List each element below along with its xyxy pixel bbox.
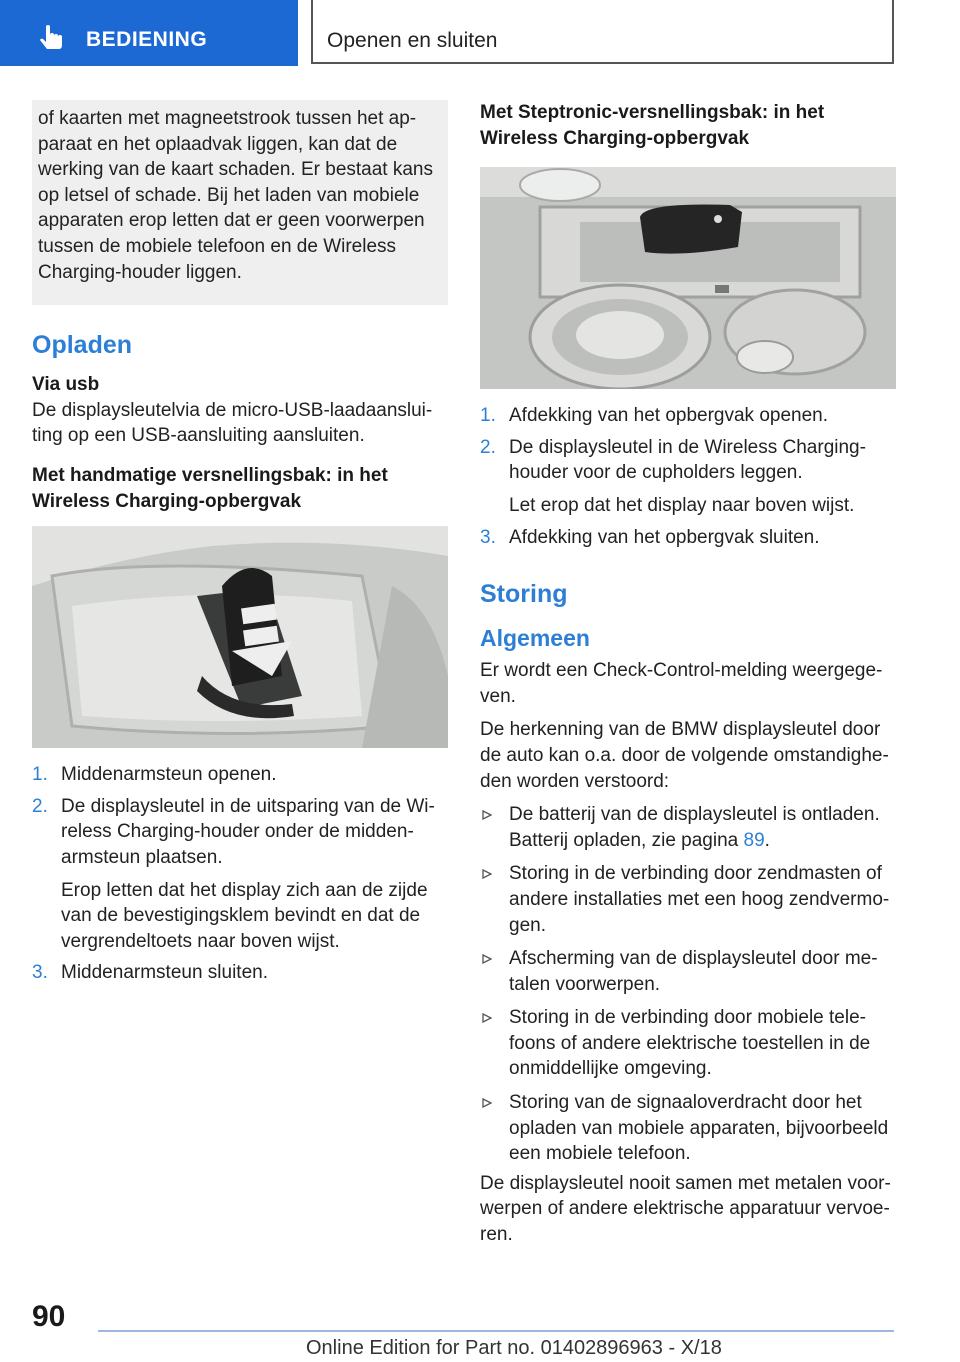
opladen-heading: Opladen [32, 331, 133, 360]
triangle-bullet-icon [482, 869, 492, 879]
armrest-charging-photo [32, 526, 448, 748]
triangle-bullet-icon [482, 954, 492, 964]
bullet-text: Storing in de verbinding door mobiele telefoons of andere elektrische toestellen in de onmiddellijke omgeving. [509, 1007, 871, 1080]
step-note: Erop letten dat het display zich aan de zijde van de bevestigingsklem bevindt en dat de vergrendeltoets naar boven wijst. [61, 879, 428, 952]
list-item [480, 802, 896, 853]
transport-warning-text: De displaysleutel nooit samen met metalen voorwerpen of andere elektrische apparatuur vervoeren. [480, 1172, 891, 1246]
step-text: De displaysleutel in de Wireless Charging-houder voor de cupholders leggen. [509, 436, 866, 484]
step-number: 3. [32, 962, 48, 984]
step-text: Middenarmsteun openen. [61, 764, 277, 786]
list-item [480, 946, 896, 997]
step-note: Let erop dat het display naar boven wijst. [509, 494, 855, 516]
step-number: 1. [32, 764, 48, 786]
step-text: Middenarmsteun sluiten. [61, 962, 268, 984]
list-item [480, 403, 896, 429]
step-number: 2. [480, 436, 496, 458]
step-text: De displaysleutel in de uitsparing van de Wireless Charging-houder onder de middenarmsteun plaatsen. [61, 795, 435, 868]
step-number: 3. [480, 526, 496, 548]
manual-steps-list [32, 762, 448, 986]
list-item [480, 861, 896, 938]
list-item [32, 960, 448, 986]
list-item [480, 435, 896, 519]
interference-list [480, 802, 896, 1167]
step-text: Afdekking van het opbergvak openen. [509, 405, 829, 427]
steptronic-heading: Met Steptronic-versnellingsbak: in het Wireless Charging-opbergvak [480, 102, 825, 149]
warning-note [32, 100, 448, 305]
triangle-bullet-icon [482, 1013, 492, 1023]
step-text: Afdekking van het opbergvak sluiten. [509, 526, 820, 548]
storage-charging-photo [480, 167, 896, 389]
footer-divider [98, 1330, 894, 1332]
section-tab [0, 0, 298, 66]
list-item [32, 794, 448, 955]
usb-heading: Via usb [32, 374, 100, 396]
bullet-text: Afscherming van de displaysleutel door metalen voorwerpen. [509, 948, 878, 995]
list-item [480, 525, 896, 551]
chapter-header [311, 0, 894, 64]
list-item [480, 1005, 896, 1082]
steptronic-steps-list [480, 403, 896, 550]
page-link[interactable]: 89 [743, 829, 765, 851]
bullet-text: Storing in de verbinding door zendmasten of andere installaties met een hoog zendvermogen. [509, 863, 890, 936]
list-item [32, 762, 448, 788]
left-column [32, 100, 448, 986]
step-number: 2. [32, 795, 48, 817]
warning-note-text: of kaarten met magneetstrook tussen het apparaat en het oplaadvak liggen, kan dat de werking van de kaart schaden. Er bestaat kans op letsel of schade. Bij het laden van mobiele apparaten erop letten dat er geen voorwerpen tussen de mobiele telefoon en de Wireless Charging-houder liggen. [38, 108, 434, 283]
bullet-text-end: . [764, 829, 770, 851]
page-number: 90 [32, 1300, 66, 1333]
chapter-title: Openen en sluiten [327, 29, 498, 52]
usb-text: De displaysleutelvia de micro-USB-laadaansluiting op een USB-aansluiting aansluiten. [32, 399, 433, 447]
step-number: 1. [480, 405, 496, 427]
section-label: BEDIENING [86, 28, 208, 51]
check-control-text: Er wordt een Check-Control-melding weergegeven. [480, 660, 883, 707]
storing-heading: Storing [480, 580, 568, 609]
bullet-text: De batterij van de displaysleutel is ontladen. Batterij opladen, zie pagina [509, 804, 880, 851]
recognition-text: De herkenning van de BMW displaysleutel door de auto kan o.a. door de volgende omstandigheden worden verstoord: [480, 719, 889, 792]
manual-gearbox-heading: Met handmatige versnellingsbak: in het Wireless Charging-opbergvak [32, 464, 388, 512]
list-item [480, 1090, 896, 1167]
algemeen-heading: Algemeen [480, 625, 590, 652]
bullet-text: Storing van de signaaloverdracht door het opladen van mobiele apparaten, bijvoorbeeld een mobiele telefoon. [509, 1092, 889, 1165]
hand-pointer-icon [36, 24, 66, 54]
triangle-bullet-icon [482, 810, 492, 820]
right-column [480, 100, 896, 1248]
triangle-bullet-icon [482, 1098, 492, 1108]
edition-label: Online Edition for Part no. 01402896963 - X/18 [306, 1337, 722, 1359]
